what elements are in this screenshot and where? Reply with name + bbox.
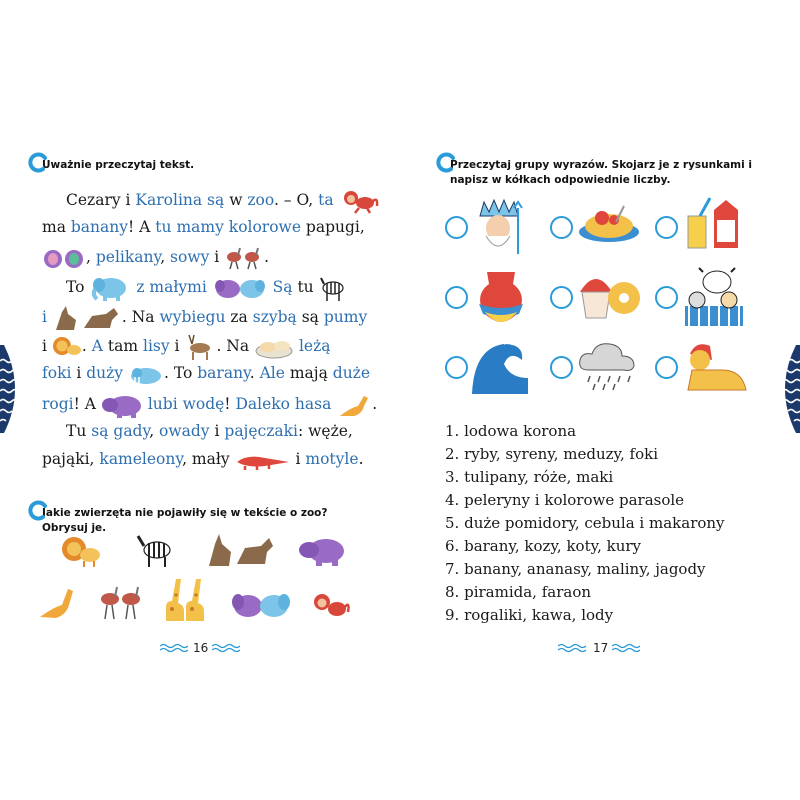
answer-circle[interactable] (445, 356, 468, 379)
story-segment: i (42, 308, 52, 326)
story-line (42, 246, 269, 274)
story-segment: i (169, 337, 185, 355)
seals-icon (254, 335, 294, 359)
story-segment: i (209, 422, 225, 440)
story-segment: wodę (182, 395, 225, 413)
story-segment: i (42, 337, 52, 355)
ice-king-icon (472, 198, 528, 256)
story-line (66, 274, 347, 302)
answer-circle[interactable] (550, 216, 573, 239)
story-segment: za (225, 308, 253, 326)
story-segment: są (91, 422, 109, 440)
story-segment: leżą (294, 337, 331, 355)
milk-juice-icon (684, 196, 744, 252)
answer-circle[interactable] (445, 286, 468, 309)
page-number: 17 (593, 641, 609, 655)
wave-ornament-icon (612, 642, 640, 652)
cupcake-donut-icon (576, 268, 642, 324)
story-segment: ta (318, 191, 334, 209)
story-line (66, 188, 379, 216)
instruction-match-words (450, 158, 780, 188)
wave-ornament-icon (212, 642, 240, 652)
story-segment: . To (164, 364, 198, 382)
story-segment: , mały (182, 450, 235, 468)
story-line (66, 422, 353, 450)
story-segment: hasa (294, 395, 332, 413)
wolves-icon (205, 532, 277, 568)
list-text: peleryny i kolorowe parasole (464, 491, 685, 509)
wave-ornament-icon (558, 642, 586, 652)
story-segment: kolorowe (228, 218, 301, 236)
wave-decoration-icon (774, 345, 800, 433)
list-text: banany, ananasy, maliny, jagody (464, 560, 706, 578)
lion-icon (60, 535, 102, 567)
list-item (445, 581, 725, 604)
story-segment: pajęczaki (224, 422, 298, 440)
story-segment: . (264, 248, 270, 266)
list-text: tulipany, róże, maki (464, 468, 614, 486)
zebra-icon (319, 274, 347, 302)
list-text: barany, kozy, koty, kury (464, 537, 642, 555)
kangaroo-icon (38, 585, 76, 621)
story-line (42, 304, 367, 332)
story-segment: są (296, 308, 324, 326)
story-segment: foki (42, 364, 72, 382)
list-item (445, 535, 725, 558)
story-segment: . – O, (273, 191, 319, 209)
story-line (42, 363, 370, 391)
farm-animals-icon (683, 266, 745, 328)
crocodile-icon (235, 450, 291, 470)
story-segment: z małymi (131, 278, 212, 296)
instruction-text: Jakie zwierzęta nie pojawiły się w tekście o zoo? Obrysuj je. (42, 507, 328, 534)
monkey-icon (339, 188, 379, 214)
story-segment: Daleko (235, 395, 290, 413)
story-segment: tu (155, 218, 172, 236)
story-segment: pelikany (95, 248, 161, 266)
story-segment: są (202, 191, 230, 209)
parrots-icon (42, 246, 86, 270)
giraffes-icon (160, 575, 208, 623)
story-segment: lubi (142, 395, 183, 413)
story-segment: zoo (247, 191, 274, 209)
list-item (445, 558, 725, 581)
list-item (445, 466, 725, 489)
story-segment: szybą (252, 308, 297, 326)
story-segment: Ale (259, 364, 285, 382)
list-number: 8. (445, 583, 460, 601)
walrus-icon (128, 363, 164, 385)
list-number: 2. (445, 445, 460, 463)
story-segment: . (358, 450, 364, 468)
wave-ornament-icon (160, 642, 188, 652)
story-segment: lisy (142, 337, 170, 355)
vase-icon (475, 268, 527, 324)
list-item (445, 512, 725, 535)
story-line (42, 450, 364, 478)
story-segment: ma (42, 218, 71, 236)
elephants-icon (230, 590, 292, 622)
list-number: 9. (445, 606, 460, 624)
page-number: 16 (193, 641, 209, 655)
story-segment: , (86, 248, 96, 266)
hippo-icon (101, 392, 143, 418)
story-segment: A (91, 337, 103, 355)
story-segment: , (149, 422, 160, 440)
swirl-hook-icon (28, 500, 50, 522)
instruction-text: Przeczytaj grupy wyrazów. Skojarz je z rysunkami i napisz w kółkach odpowiednie liczby. (450, 159, 752, 186)
story-segment: papugi, (301, 218, 365, 236)
story-segment: . (81, 337, 92, 355)
elephant-icon (89, 275, 131, 301)
swirl-hook-icon (436, 152, 458, 174)
story-segment: : węże, (297, 422, 353, 440)
swirl-hook-icon (28, 152, 50, 174)
story-segment: , (160, 248, 171, 266)
story-segment: gady (113, 422, 150, 440)
story-segment: i (71, 364, 87, 382)
list-number: 3. (445, 468, 460, 486)
list-item (445, 604, 725, 627)
list-number: 5. (445, 514, 460, 532)
list-text: ryby, syreny, meduzy, foki (464, 445, 659, 463)
story-line (42, 392, 377, 420)
story-segment: kameleony (99, 450, 183, 468)
wave-decoration-icon (0, 345, 26, 433)
wolves-icon (52, 304, 122, 332)
list-text: piramida, faraon (464, 583, 592, 601)
story-segment: ! (224, 395, 236, 413)
elephants-icon (212, 275, 268, 301)
word-groups-list (445, 420, 725, 627)
answer-circle[interactable] (445, 216, 468, 239)
story-segment: Cezary (66, 191, 121, 209)
answer-circle[interactable] (550, 286, 573, 309)
story-line (42, 218, 365, 246)
list-number: 6. (445, 537, 460, 555)
answer-circle[interactable] (655, 356, 678, 379)
story-segment: pająki, (42, 450, 100, 468)
kangaroo-icon (336, 392, 372, 418)
story-segment: . (372, 395, 378, 413)
story-segment: ! A (73, 395, 101, 413)
story-segment: duży (86, 364, 124, 382)
right-page (400, 0, 800, 800)
story-segment: w (229, 191, 248, 209)
list-text: rogaliki, kawa, lody (464, 606, 614, 624)
list-text: lodowa (464, 422, 519, 440)
story-segment: Karolina (135, 191, 203, 209)
story-segment: mają (284, 364, 333, 382)
story-line (42, 333, 331, 361)
story-segment: . Na (216, 337, 255, 355)
ostriches-icon (224, 246, 264, 270)
lion-icon (52, 334, 82, 360)
monkey-icon (310, 590, 350, 622)
story-segment: owady (159, 422, 210, 440)
story-segment: tam (102, 337, 143, 355)
story-segment: To (66, 278, 90, 296)
story-segment: wybiegu (159, 308, 226, 326)
list-item (445, 489, 725, 512)
story-segment: sowy (170, 248, 210, 266)
story-segment: tu (292, 278, 314, 296)
list-number: 4. (445, 491, 460, 509)
list-text: korona (523, 422, 577, 440)
story-segment: mamy (176, 218, 224, 236)
story-segment: i (290, 450, 306, 468)
sphinx-icon (682, 338, 748, 396)
story-segment: Tu (66, 422, 92, 440)
story-segment: pumy (323, 308, 368, 326)
answer-circle[interactable] (550, 356, 573, 379)
instruction-text: Uważnie przeczytaj tekst. (42, 159, 195, 171)
list-number: 7. (445, 560, 460, 578)
story-segment: . Na (121, 308, 160, 326)
list-text: duże pomidory, cebula i makarony (464, 514, 725, 532)
story-segment: rogi (42, 395, 74, 413)
story-segment: i (120, 191, 136, 209)
story-segment: i (209, 248, 225, 266)
story-segment: Są (267, 278, 293, 296)
deer-icon (184, 333, 216, 361)
wave-sea-icon (470, 338, 530, 396)
story-segment: motyle (305, 450, 359, 468)
answer-circle[interactable] (655, 216, 678, 239)
instruction-read-text (42, 158, 362, 173)
story-segment: ! A (128, 218, 156, 236)
rain-cloud-icon (576, 340, 642, 392)
story-segment: banany (70, 218, 129, 236)
story-segment: duże (332, 364, 371, 382)
list-item (445, 443, 725, 466)
zebra-icon (135, 532, 175, 568)
answer-circle[interactable] (655, 286, 678, 309)
list-number: 1. (445, 422, 460, 440)
list-item (445, 420, 725, 443)
pasta-icon (576, 202, 642, 250)
story-segment: . (249, 364, 260, 382)
story-segment: barany (197, 364, 250, 382)
ostriches-icon (98, 585, 144, 621)
hippo-icon (298, 535, 346, 567)
